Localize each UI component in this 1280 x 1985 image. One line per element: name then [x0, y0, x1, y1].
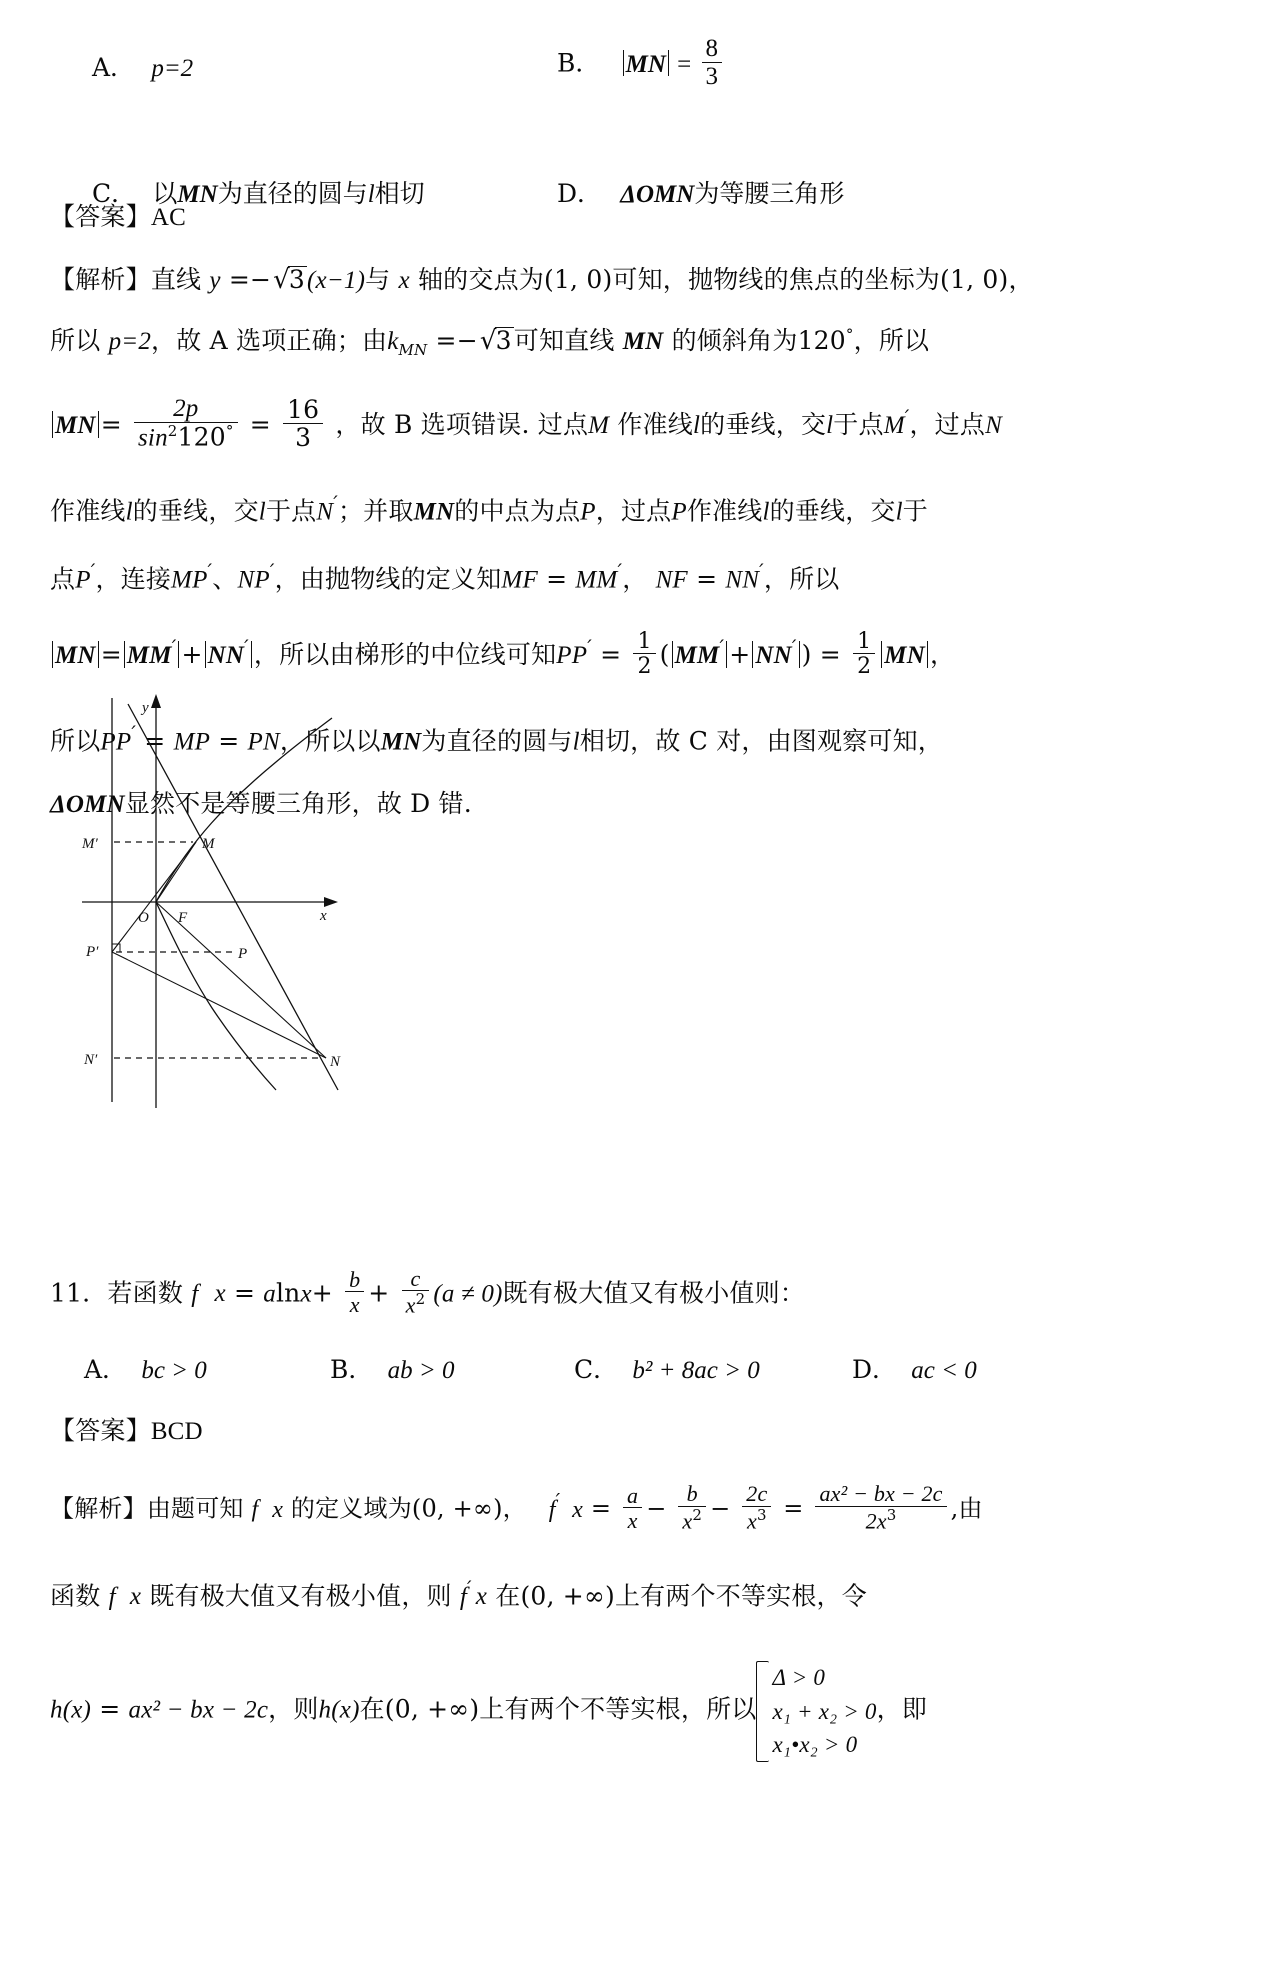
explain-l5-mf: MF: [501, 565, 538, 593]
q11-eq: =: [233, 1278, 256, 1308]
q11-explain-l3-d: ，即: [876, 1694, 928, 1724]
q11-explain-l1-f: f: [251, 1496, 259, 1523]
q11-explain-l1-minus1: −: [646, 1494, 667, 1523]
explain-l1-pt: (1, 0): [543, 265, 613, 294]
explain-l1-a: 直线: [150, 265, 202, 294]
q11-choice-d[interactable]: [852, 1350, 977, 1386]
figure-label-Mprime: M′: [82, 836, 98, 852]
q11-explain-l3-b: 在: [359, 1694, 385, 1724]
q11-explain-line-3: [50, 1661, 1062, 1761]
figure-label-Pprime: P′: [86, 944, 99, 960]
q11-fraction-1-denominator: x: [345, 1291, 364, 1317]
explain-l4-f: ，过点: [595, 496, 672, 526]
explain-l8-a: 显然不是等腰三角形，故 D 错.: [124, 788, 472, 818]
q11-fraction-2-den-power: 2: [415, 1289, 426, 1308]
explain-l2-c: 可知直线: [513, 326, 615, 355]
q11-explain-l1-d: ,由: [950, 1494, 983, 1523]
explain-l4-l2: l: [258, 498, 266, 526]
explain-l7-b: ，所以以: [279, 726, 381, 756]
q10-choice-c-text-3: 相切: [374, 179, 425, 208]
explain-l6-fraction-1: [633, 630, 655, 679]
system-row-2: x₁ + x₂ > 0: [772, 1698, 877, 1724]
explain-tag: 【解析】: [50, 265, 151, 294]
explain-l6-mn: MN: [55, 642, 96, 670]
q11-explain-l2-x: x: [129, 1583, 142, 1611]
parabola-diagram-svg: [80, 690, 380, 1110]
q11-choice-c[interactable]: [574, 1350, 760, 1386]
explain-l4-h: 的垂线，交: [769, 496, 896, 526]
explain-l5-nf: NF: [655, 565, 688, 593]
q11-answer-tag: 【答案】: [50, 1416, 151, 1446]
q11-explain-fraction-2-den-pow: 2: [692, 1505, 703, 1524]
explain-l5-e: ，: [622, 563, 648, 593]
explain-l2-b: ，故 A 选项正确；由: [151, 326, 388, 355]
explain-l5-pprime: P: [75, 565, 91, 593]
explain-l7-l: l: [572, 728, 580, 756]
explain-l3-numerator-1: 2p: [173, 395, 199, 422]
explain-l3-sin-power: 2: [167, 422, 178, 441]
q11-explain-system: [756, 1661, 876, 1761]
q10-choice-c-mn: MN: [177, 181, 218, 208]
q10-choice-d-label: D．: [557, 179, 603, 208]
explain-l3-b: 作准线: [617, 410, 693, 440]
explain-l4-l3: l: [762, 498, 770, 526]
explain-l2-e: ，所以: [853, 326, 930, 355]
figure-label-Nprime: N′: [84, 1052, 98, 1068]
explain-l6-mm2: MM: [674, 642, 720, 670]
q11-explain-fraction-3-den-base: x: [746, 1507, 757, 1533]
q10-choice-b-lhs: MN: [625, 50, 666, 78]
q11-explain-l2-d: 上有两个不等实根，令: [614, 1581, 867, 1611]
q11-x2: x: [300, 1280, 312, 1308]
explain-l6-denominator-1: 2: [633, 653, 655, 679]
q10-answer-tag: 【答案】: [50, 202, 151, 231]
q11-explain-l2-c: 在: [495, 1581, 521, 1611]
q11-explain-fraction-2-num: b: [686, 1481, 698, 1507]
explain-l5-np: NP: [237, 565, 270, 593]
q11-explain-fraction-1-num: a: [627, 1482, 639, 1508]
explain-l2-mn: MN: [622, 328, 664, 355]
q11-explain-fraction-2-den: [678, 1506, 706, 1535]
q10-explain-line-4: 作准线l的垂线，交l于点N′；并取MN的中点为点P，过点P作准线l的垂线，交l于: [50, 491, 928, 526]
explain-l5-f: ，所以: [763, 563, 840, 593]
q11-stem: [50, 1265, 1062, 1321]
explain-l6-eq2: =: [600, 640, 622, 670]
explain-l3-n: N: [985, 412, 1002, 440]
q11-explain-l3-h: h(x): [50, 1696, 92, 1724]
q11-choice-b-label: B．: [330, 1355, 374, 1385]
explain-l7-d: 相切，故 C 对，由图观察可知，: [579, 726, 943, 756]
explain-l3-lhs: MN: [55, 412, 96, 440]
q11-explain-line-1: 【解析】由题可知 f x 的定义域为(0, +∞)， f′ x = $\frac{a}{x}$ − $\frac{b}{x^2}$ − $\frac{2c}{x^3}$ = $\frac{\text{ax² − bx − 2c}}{2x^3}$ ,由: [50, 1481, 983, 1533]
explain-l7-mn: MN: [380, 728, 422, 756]
q11-explain-l2-domain: (0, +∞): [520, 1581, 615, 1611]
q11-explain-fraction-2-den-base: x: [682, 1507, 693, 1533]
figure-label-M: M: [202, 836, 215, 852]
explain-l1-pt2: (1, 0): [940, 265, 1009, 294]
q10-choice-b[interactable]: [557, 35, 726, 94]
q11-explain-l3-c: 上有两个不等实根，所以: [479, 1694, 757, 1724]
explain-l4-b: 的垂线，交: [132, 496, 259, 526]
q11-number: 11．: [50, 1278, 108, 1308]
q11-condition: (a ≠ 0): [433, 1280, 503, 1308]
q11-t2: 既有极大值又有极小值则：: [502, 1278, 805, 1308]
q10-choice-c-label: C．: [92, 179, 137, 208]
explain-l4-c: 于点: [265, 496, 317, 526]
explain-l7-a: 所以: [50, 726, 101, 756]
q11-fraction-2: [402, 1267, 430, 1319]
explain-l7-pn: PN: [247, 728, 280, 756]
q11-f: f: [191, 1280, 199, 1308]
q10-choice-c-text-1: 以: [152, 179, 178, 208]
q10-choice-c-text-2: 为直径的圆与: [217, 179, 368, 208]
explain-l1-eq: =: [228, 265, 250, 294]
q11-fraction-2-den-base: x: [405, 1292, 416, 1318]
explain-l4-g: 作准线: [686, 496, 763, 526]
q11-choice-b[interactable]: [330, 1350, 455, 1386]
explain-l2-d: 的倾斜角为: [671, 326, 798, 355]
parabola-upper-branch: [156, 718, 332, 902]
explain-l3-a: ，故 B 选项错误. 过点: [335, 410, 589, 440]
q11-answer-value: BCD: [150, 1418, 203, 1446]
explain-l6-pp: PP: [556, 642, 588, 670]
explain-l5-b: ，连接: [95, 563, 172, 593]
q11-choice-d-label: D．: [852, 1355, 898, 1385]
explain-l4-l: l: [125, 498, 133, 526]
explain-l3-sin: sin: [138, 424, 168, 452]
system-row-3: x₁•x₂ > 0: [772, 1732, 858, 1758]
q10-choice-b-label: B．: [557, 48, 601, 78]
q11-explain-l3-a: ，则: [268, 1694, 319, 1724]
explain-l1-radical: √3: [273, 265, 306, 295]
explain-l2-radical: √3: [479, 326, 512, 356]
explain-l6-mn2: MN: [884, 642, 925, 670]
explain-l2-a: 所以: [50, 326, 101, 355]
explain-l1-paren: (x−1): [307, 267, 366, 294]
figure-label-N: N: [330, 1054, 341, 1070]
q11-explain-l2-x2: x: [475, 1583, 488, 1611]
figure-label-x: x: [320, 908, 327, 924]
figure-label-P: P: [238, 946, 248, 962]
q11-fraction-2-denominator: [402, 1290, 430, 1319]
q10-explain-line-3: MN = $\frac{2p}{\sin^2120^\circ}$ = $\frac{16}{3}$ ，故 B 选项错误. 过点M 作准线l的垂线，交l于点M′，过点N: [50, 398, 1062, 455]
q11-explain-l1-minus2: −: [710, 1494, 731, 1523]
explain-l3-m: M: [588, 412, 610, 440]
document-content: [50, 18, 1062, 1762]
explain-l6-b: ，: [929, 640, 956, 670]
explain-l4-p2: P: [671, 498, 687, 526]
explain-l7-c: 为直径的圆与: [421, 726, 573, 756]
explain-l3-d: 于点: [833, 410, 884, 440]
explain-l5-a: 点: [50, 563, 76, 593]
explain-l6-mm: MM: [126, 642, 172, 670]
explain-l1-radicand: 3: [288, 265, 306, 294]
q11-t1: 若函数: [107, 1278, 184, 1308]
explain-l3-l: l: [692, 412, 701, 440]
q10-explain-line-1: [50, 266, 1062, 293]
q11-choice-a-expr: bc > 0: [141, 1357, 207, 1385]
explain-l2-angle: 120: [797, 326, 846, 355]
q10-choice-b-equals: =: [677, 50, 692, 78]
q10-explain-line-5: 点P′，连接MP′、NP′，由抛物线的定义知MF = MM′， NF = NN′，所以: [50, 558, 840, 593]
explain-l2-radicand: 3: [495, 326, 512, 355]
q10-choice-row-2: [62, 96, 1062, 208]
explain-l3-eq1: =: [100, 410, 122, 440]
explain-l7-pp: PP: [100, 728, 132, 756]
q11-explain-fraction-4-den: [815, 1506, 946, 1535]
explain-l5-eq2: =: [696, 563, 718, 593]
explain-l7-mp: MP: [173, 728, 211, 756]
explain-l3-sin-degree: °: [225, 422, 234, 441]
q11-explain-l1-eq: =: [590, 1494, 612, 1523]
explain-l5-mp: MP: [171, 565, 208, 593]
q11-choice-c-label: C．: [574, 1355, 619, 1385]
q11-fraction-1-numerator: b: [349, 1266, 361, 1292]
q11-explain-fraction-1: [623, 1484, 642, 1533]
q10-choice-b-fraction: [702, 36, 723, 92]
explain-l3-c: 的垂线，交: [700, 410, 827, 440]
q11-choice-a-label: A．: [84, 1355, 128, 1385]
explain-l6-a: ，所以由梯形的中位线可知: [253, 640, 557, 670]
q11-explain-fraction-4-den-pow: 3: [886, 1505, 897, 1524]
q11-explain-l2-a: 函数: [50, 1581, 101, 1611]
q10-choice-b-denominator: 3: [702, 62, 723, 92]
explain-l2-k: k: [387, 328, 399, 355]
explain-l1-d: 可知，抛物线的焦点的坐标为: [612, 265, 941, 294]
q11-explain-line-2: 函数 f x 既有极大值又有极小值，则 f′ x 在(0, +∞)上有两个不等实根，令: [50, 1576, 867, 1611]
explain-l1-minus: −: [249, 265, 272, 294]
q11-x1: x: [214, 1280, 226, 1308]
q11-explain-l1-fprime: f: [548, 1496, 556, 1523]
q11-explain-fraction-4: [815, 1482, 946, 1534]
q11-choice-b-expr: ab > 0: [387, 1357, 455, 1385]
explain-l1-c: 轴的交点为: [417, 265, 544, 294]
y-axis-arrow: [151, 694, 161, 708]
q11-fraction-2-numerator: c: [410, 1265, 421, 1291]
q11-explain-fraction-4-num: ax² − bx − 2c: [819, 1481, 943, 1507]
explain-l3-mprime: M: [883, 412, 905, 440]
q11-a: a: [263, 1280, 276, 1308]
explain-l3-fraction-2: [283, 394, 323, 453]
explain-l3-numerator-2: 16: [287, 394, 320, 424]
q10-choice-b-expr: [621, 35, 726, 91]
q11-explain-l1-x2: x: [572, 1496, 584, 1523]
q11-fraction-1: [345, 1268, 364, 1317]
x-axis-arrow: [324, 897, 338, 907]
q11-explain-l3-domain: (0, +∞): [384, 1694, 480, 1724]
q11-answer-line: [50, 1418, 1062, 1444]
q11-plus2: +: [368, 1278, 390, 1308]
explain-l6-numerator-2: 1: [857, 628, 872, 654]
explain-l7-eq1: =: [144, 726, 166, 756]
explain-l3-l2: l: [826, 412, 834, 440]
explain-l6-denominator-2: 2: [853, 653, 875, 679]
q11-explain-fraction-3-den: [742, 1506, 771, 1535]
parabola-figure: [80, 690, 380, 1110]
explain-l4-e: 的中点为点: [454, 496, 581, 526]
explain-l3-eq2: =: [249, 410, 271, 440]
explain-l6-eq1: =: [100, 640, 122, 670]
segment-pprime-m: [112, 842, 196, 952]
explain-l6-nn: NN: [207, 642, 245, 670]
q11-explain-l1-eq2: =: [783, 1494, 804, 1523]
explain-l2-minus: −: [456, 326, 478, 355]
q11-explain-fraction-3: [742, 1482, 771, 1534]
explain-l4-d: ；并取: [337, 496, 414, 526]
explain-l4-nprime: N: [316, 498, 334, 526]
explain-l2-p: p=2: [108, 328, 152, 355]
q10-choice-c-l: l: [367, 181, 375, 208]
q11-explain-fraction-3-num: 2c: [746, 1481, 768, 1507]
q10-choice-a-text: p=2: [151, 55, 194, 82]
q10-choice-b-numerator: 8: [705, 35, 719, 62]
explain-l3-e: ，过点: [909, 410, 986, 440]
q11-explain-fraction-1-den: x: [623, 1507, 642, 1533]
segment-om: [156, 842, 196, 902]
explain-l3-denominator-2: 3: [283, 423, 323, 453]
q11-explain-l1-c: ，: [502, 1494, 527, 1523]
q11-explain-fraction-3-den-pow: 3: [756, 1505, 767, 1524]
explain-l1-x: x: [398, 267, 410, 294]
figure-label-F: F: [178, 910, 188, 926]
q11-explain-l3-eq: =: [99, 1694, 121, 1724]
q10-choice-a-label: A．: [92, 53, 136, 82]
explain-l4-mn: MN: [413, 498, 455, 526]
explain-l3-denominator-1: [134, 422, 238, 453]
explain-l4-l4: l: [895, 498, 903, 526]
q10-explain-line-6: MN = MM′ + NN′ ，所以由梯形的中位线可知PP′ = $\frac{1}{2}$ ( MM′ + NN′ ) = $\frac{1}{2}$ MN ，: [50, 632, 1062, 681]
explain-l6-plus: +: [181, 640, 203, 670]
explain-l6-numerator-1: 1: [637, 628, 652, 654]
q11-explain-l1-x: x: [272, 1496, 284, 1523]
q11-explain-l3-expr: ax² − bx − 2c: [128, 1696, 269, 1724]
explain-l6-eq3: =: [819, 640, 841, 670]
explain-l4-i: 于: [902, 496, 928, 526]
explain-l4-p: P: [580, 498, 596, 526]
q11-explain-fraction-2: [678, 1482, 706, 1534]
q11-choice-row: [62, 1344, 1062, 1406]
q10-explain-line-2: [50, 327, 1062, 358]
q11-explain-l2-b: 既有极大值又有极小值，则: [149, 1581, 452, 1611]
q10-choice-a[interactable]: [92, 48, 193, 84]
explain-l6-plus2: +: [729, 640, 751, 670]
explain-l5-c: 、: [212, 563, 238, 593]
q11-ln: ln: [275, 1278, 301, 1308]
q11-explain-l2-fprime: f: [459, 1583, 468, 1611]
q11-choice-c-expr: b² + 8ac > 0: [632, 1357, 760, 1385]
q10-explain-line-7: 所以PP′ = MP = PN，所以以MN为直径的圆与l相切，故 C 对，由图观察可知，: [50, 721, 943, 756]
explain-l8-triangle: ΔOMN: [50, 790, 125, 818]
q11-explain-l1-b: 的定义域为: [290, 1494, 412, 1523]
explain-l5-d: ，由抛物线的定义知: [274, 563, 502, 593]
segment-pprime-n: [112, 952, 326, 1058]
explain-l6-fraction-2: [853, 630, 875, 679]
q11-choice-a[interactable]: [84, 1350, 207, 1386]
explain-l5-mm: MM: [575, 565, 618, 593]
q11-plus1: +: [311, 1278, 333, 1308]
explain-l2-eq: =: [435, 326, 457, 355]
explain-l7-eq2: =: [218, 726, 240, 756]
q10-answer-value: AC: [150, 204, 186, 231]
q11-choice-d-expr: ac < 0: [911, 1357, 977, 1385]
q11-explain-tag: 【解析】: [50, 1494, 147, 1523]
figure-label-O: O: [138, 910, 149, 926]
explain-l5-eq1: =: [546, 563, 568, 593]
q11-explain-fraction-4-den-base: 2x: [865, 1507, 887, 1533]
explain-l3-fraction-1: [134, 396, 238, 453]
explain-l1-e: ，: [1008, 265, 1034, 294]
q10-choice-d-triangle: ΔOMN: [620, 181, 695, 208]
explain-l1-y: y: [209, 267, 221, 294]
figure-label-y: y: [142, 700, 149, 716]
explain-l2-k-subscript: MN: [398, 341, 428, 359]
q11-explain-l2-f: f: [108, 1583, 116, 1611]
q11-explain-l3-h2: h(x): [318, 1696, 360, 1724]
system-brace: [756, 1661, 769, 1761]
explain-l4-a: 作准线: [50, 496, 126, 526]
explain-l1-b: 与: [365, 265, 391, 294]
q10-choice-d-text: 为等腰三角形: [694, 179, 845, 208]
explain-l3-sin-value: 120: [177, 422, 226, 452]
explain-l6-nn2: NN: [755, 642, 792, 670]
q10-answer-line: [50, 204, 1062, 230]
explain-l5-nn: NN: [725, 565, 760, 593]
q11-explain-l1-a: 由题可知: [146, 1494, 244, 1523]
q10-choice-row-1: [62, 18, 1062, 96]
q11-explain-l1-domain: (0, +∞): [411, 1494, 503, 1523]
system-row-1: Δ > 0: [772, 1665, 826, 1691]
explain-l2-degree: °: [845, 325, 854, 344]
